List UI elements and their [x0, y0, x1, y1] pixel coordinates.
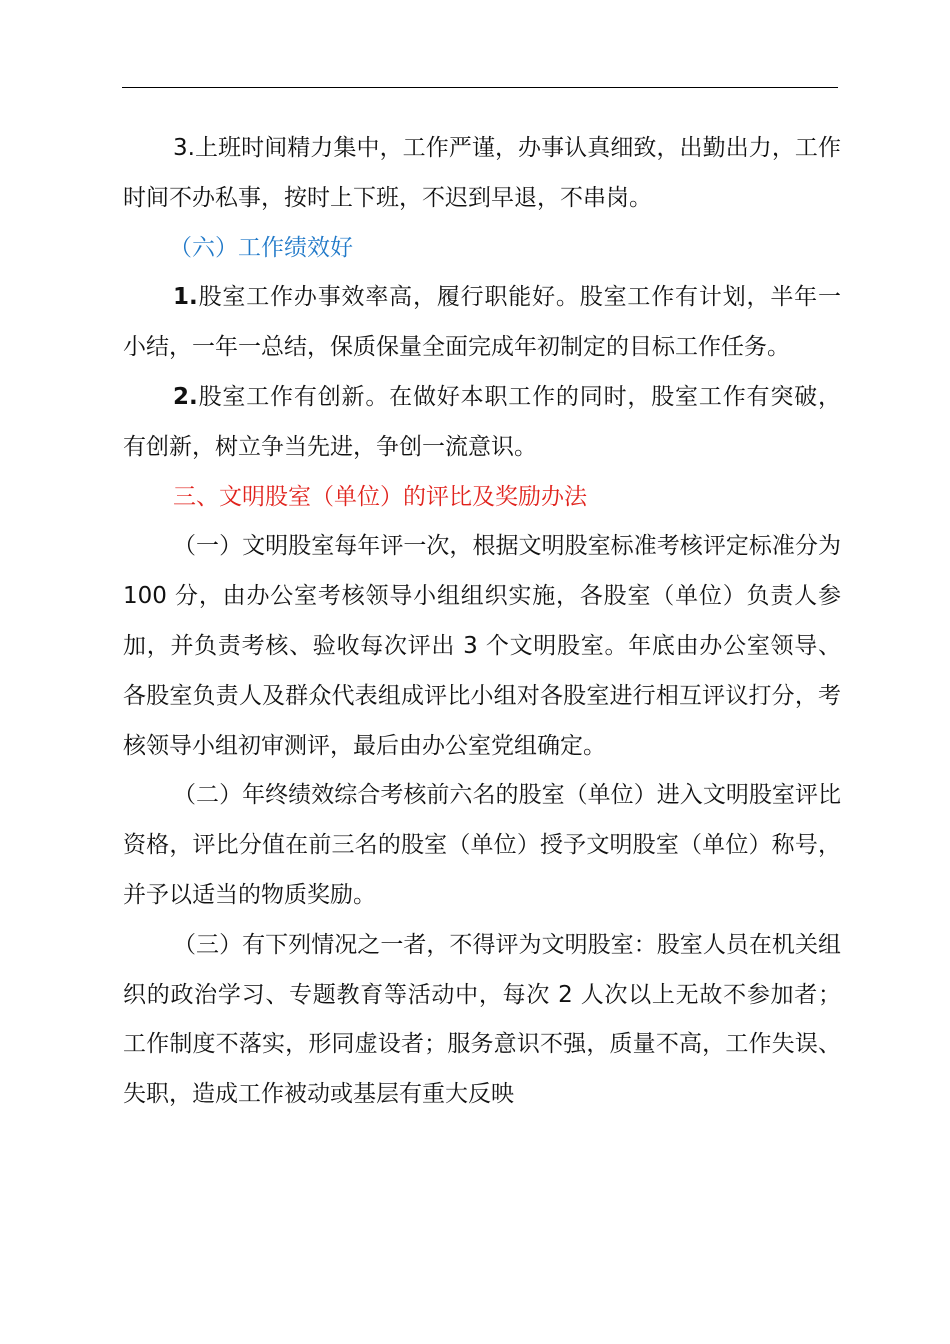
item-number: 2. [173, 383, 198, 410]
paragraph-text: 股室工作有创新。在做好本职工作的同时，股室工作有突破，有创新，树立争当先进，争创一流意识。 [123, 383, 841, 460]
paragraph-qualification: （二）年终绩效综合考核前六名的股室（单位）进入文明股室评比资格，评比分值在前三名的股室（单位）授予文明股室（单位）称号，并予以适当的物质奖励。 [123, 782, 841, 908]
document-body [123, 124, 841, 1120]
header-rule [122, 87, 838, 88]
section-heading-work-performance: （六）工作绩效好 [169, 234, 353, 261]
paragraph-annual-evaluation: （一）文明股室每年评一次，根据文明股室标准考核评定标准分为 100 分，由办公室考核领导小组组织实施，各股室（单位）负责人参加，并负责考核、验收每次评出 3 个文明股室。年底由办公室领导、各股室负责人及群众代表组成评比小组对各股室进行相互评议打分，考核领导小组初审测评，最后由办公室党组确定。 [123, 533, 841, 759]
paragraph-disqualification: （三）有下列情况之一者，不得评为文明股室：股室人员在机关组织的政治学习、专题教育等活动中，每次 2 人次以上无故不参加者；工作制度不落实，形同虚设者；服务意识不强，质量不高，工作失误、失职，造成工作被动或基层有重大反映 [123, 931, 841, 1108]
section-heading-evaluation-rewards: 三、文明股室（单位）的评比及奖励办法 [173, 483, 587, 510]
paragraph-innovation [123, 373, 841, 473]
item-number: 1. [173, 284, 198, 311]
paragraph-work-discipline: 3.上班时间精力集中，工作严谨，办事认真细致，出勤出力，工作时间不办私事，按时上下班，不迟到早退，不串岗。 [123, 135, 841, 211]
paragraph-efficiency [123, 273, 841, 373]
paragraph-text: 股室工作办事效率高，履行职能好。股室工作有计划，半年一小结，一年一总结，保质保量全面完成年初制定的目标工作任务。 [123, 284, 841, 361]
